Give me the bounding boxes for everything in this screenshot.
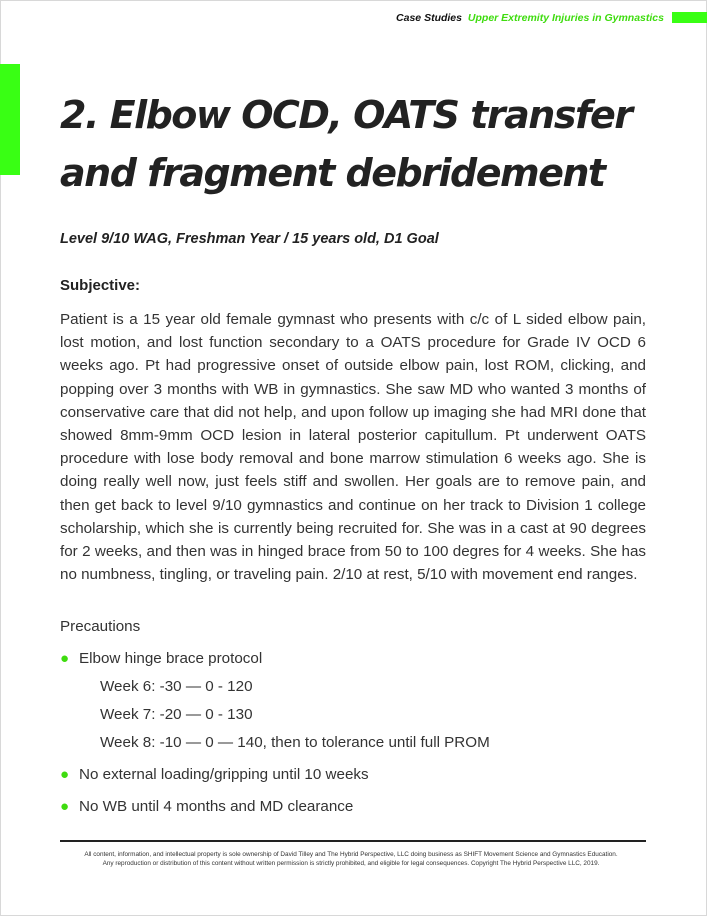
footer-line-1: All content, information, and intellectual property is sole ownership of David Tilley and The Hybrid Perspective, LLC doing business as SHIFT Movement Science and Gymnastics Education. (84, 851, 618, 858)
subjective-paragraph: Patient is a 15 year old female gymnast who presents with c/c of L sided elbow pain, lost motion, and lost function secondary to a OATS procedure for Grade IV OCD 6 weeks ago. Pt had progressive onset of outside elbow pain, lost ROM, clicking, and popping over 3 months with WB in gymnastics. She saw MD who wanted 3 months of conservative care that did not help, and upon follow up imaging she had MRI done that showed 8mm-9mm OCD lesion in lateral posterior capitullum. Pt underwent OATS procedure with lose body removal and bone marrow stimulation 6 weeks ago. She is doing really well now, just feels stiff and swollen. Her goals are to remove pain, and then get back to level 9/10 gymnastics and continue on her track to Division 1 college scholarship, which she is currently being recruited for. She was in a cast at 90 degrees for 2 weeks, and then was in hinged brace from 50 to 100 degres for 4 weeks. She has no numbness, tingling, or traveling pain. 2/10 at rest, 5/10 with movement end ranges. (60, 311, 646, 584)
precaution-item-text: Elbow hinge brace protocol (79, 650, 263, 667)
precaution-item-brace (60, 650, 262, 667)
header-topic: Upper Extremity Injuries in Gymnastics (467, 12, 664, 24)
page-title (60, 86, 660, 202)
precaution-item-text: No WB until 4 months and MD clearance (79, 798, 354, 815)
footer-divider (60, 840, 646, 842)
header-section: Case Studies (396, 12, 462, 24)
protocol-week-8: Week 8: -10 — 0 — 140, then to tolerance until full PROM (100, 734, 490, 751)
protocol-week-7: Week 7: -20 — 0 - 130 (100, 706, 253, 723)
copyright-footer (40, 850, 662, 868)
precaution-item-wb (60, 798, 353, 815)
bullet-icon: ● (60, 766, 70, 783)
precaution-item-text: No external loading/gripping until 10 weeks (79, 766, 369, 783)
title-line-1: 2. Elbow OCD, OATS transfer (60, 93, 632, 137)
case-subtitle: Level 9/10 WAG, Freshman Year / 15 years old, D1 Goal (60, 231, 439, 247)
bullet-icon: ● (60, 650, 70, 667)
precautions-label: Precautions (60, 618, 141, 635)
subjective-heading: Subjective: (60, 277, 141, 294)
precaution-item-loading (60, 766, 369, 783)
side-accent-bar (0, 64, 20, 175)
title-line-2: and fragment debridement (60, 151, 605, 195)
running-header (396, 12, 664, 24)
footer-line-2: Any reproduction or distribution of this content without written permission is strictly prohibited, and eligible for legal consequences. Copyright The Hybrid Perspective LLC, 2019. (102, 860, 600, 867)
bullet-icon: ● (60, 798, 70, 815)
header-accent-bar (672, 12, 707, 23)
protocol-week-6: Week 6: -30 — 0 - 120 (100, 678, 253, 695)
